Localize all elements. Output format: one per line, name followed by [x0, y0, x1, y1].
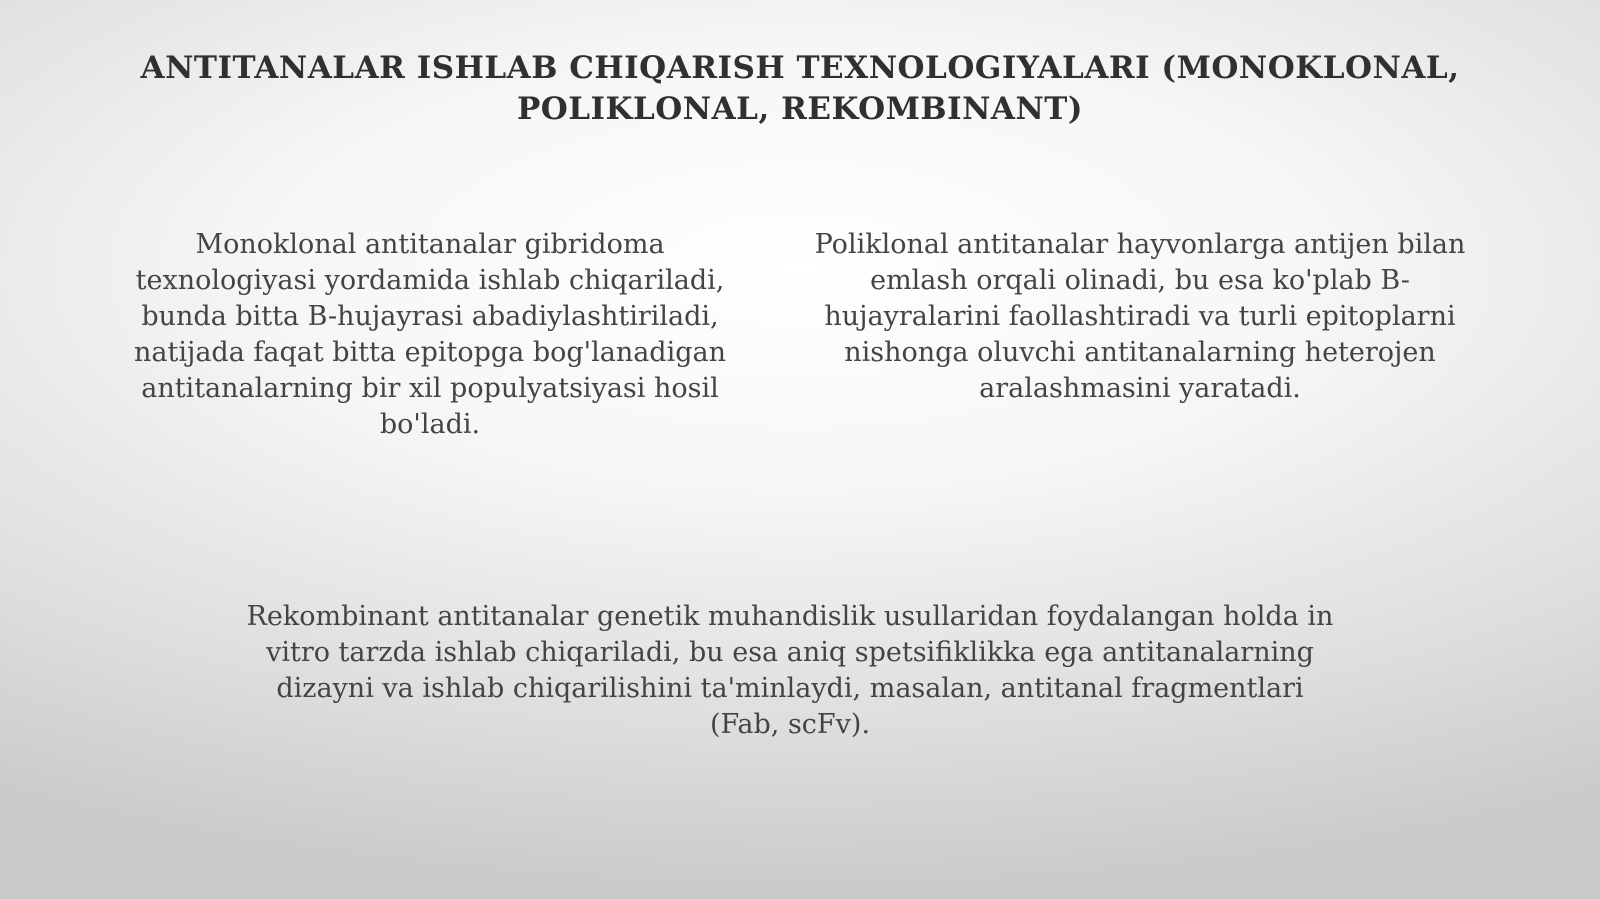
slide-title-line-2: POLIKLONAL, REKOMBINANT) [516, 91, 1084, 127]
recombinant-paragraph: Rekombinant antitanalar genetik muhandislik usullaridan foydalangan holda in vitro tarzda ishlab chiqariladi, bu esa aniq spetsifiklikka ega antitanalarning dizayni va ishlab chiqarilishini ta'minlaydi, masalan, antitanal fragmentlari (Fab, scFv). [246, 601, 1334, 740]
slide-title [80, 48, 1520, 130]
monoclonal-paragraph: Monoklonal antitanalar gibridoma texnologiyasi yordamida ishlab chiqariladi, bunda bitta B-hujayrasi abadiylashtiriladi, natijada faqat bitta epitopga bog'lanadigan antitanalarning bir xil populyatsiyasi hosil bo'ladi. [133, 229, 726, 440]
slide-title-line-1: ANTITANALAR ISHLAB CHIQARISH TEXNOLOGIYALARI (MONOKLONAL, [140, 50, 1460, 86]
polyclonal-paragraph: Poliklonal antitanalar hayvonlarga antijen bilan emlash orqali olinadi, bu esa ko'plab B-hujayralarini faollashtiradi va turli epitoplarni nishonga oluvchi antitanalarning heterojen aralashmasini yaratadi. [814, 229, 1466, 404]
